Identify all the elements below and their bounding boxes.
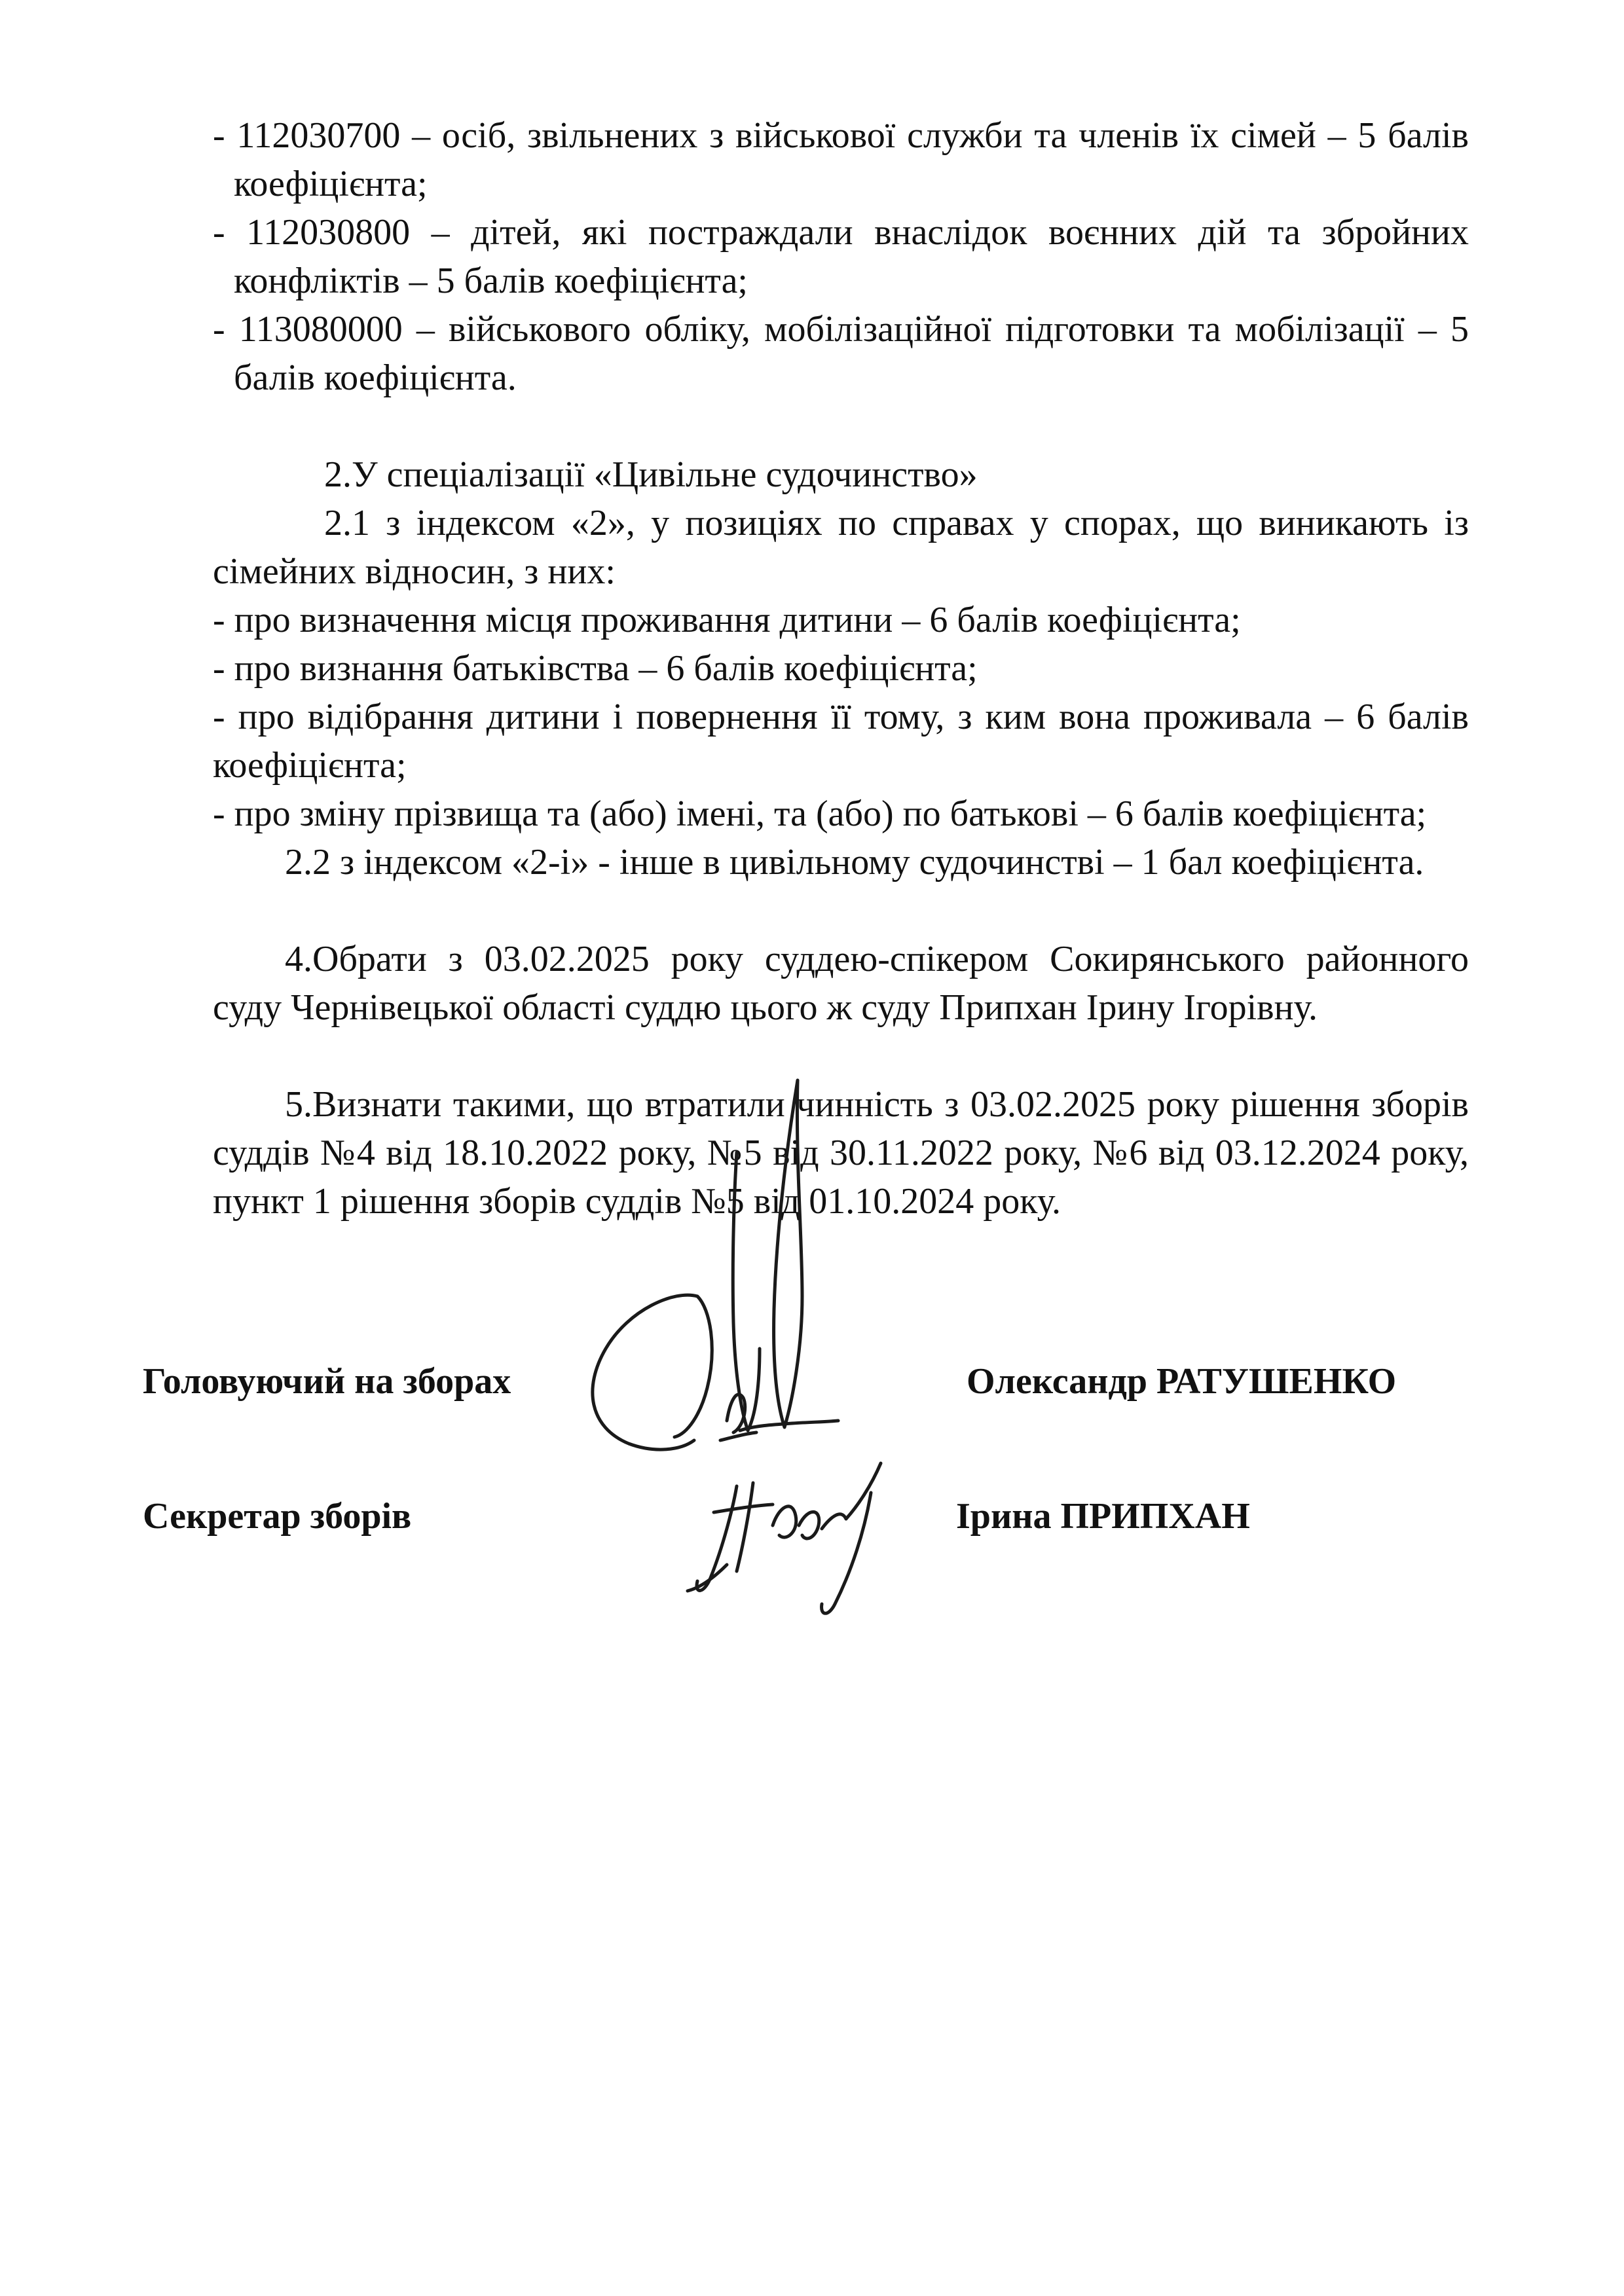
chair-name: Олександр РАТУШЕНКО <box>967 1361 1397 1402</box>
list-item: - 113080000 – військового обліку, мобілізаційної підготовки та мобілізації – 5 балів коефіцієнта. <box>213 309 1469 398</box>
list-item: - 112030800 – дітей, які постраждали внаслідок воєнних дій та збройних конфліктів – 5 балів коефіцієнта; <box>213 212 1469 301</box>
chair-role: Головуючий на зборах <box>143 1361 511 1402</box>
point-5-text: 5.Визнати такими, що втратили чинність з 03.02.2025 року рішення зборів суддів №4 від 18.10.2022 року, №5 від 30.11.2022 року, №6 від 03.12.2024 року, пункт 1 рішення зборів суддів №5 від 01.10.2024 року. <box>213 1084 1469 1222</box>
point-4-text: 4.Обрати з 03.02.2025 року суддею-спікером Сокирянського районного суду Чернівецької області суддю цього ж суду Припхан Ірину Ігорівну. <box>213 939 1469 1028</box>
chair-handwritten-signature <box>576 1074 917 1467</box>
secretary-handwritten-signature <box>674 1453 897 1624</box>
list-item: - 112030700 – осіб, звільнених з військової служби та членів їх сімей – 5 балів коефіцієнта; <box>213 115 1469 204</box>
section-2-2-text: 2.2 з індексом «2-і» - інше в цивільному судочинстві – 1 бал коефіцієнта. <box>285 842 1424 883</box>
section-2-1-text: 2.1 з індексом «2», у позиціях по справах у спорах, що виникають із сімейних відносин, з них: <box>213 503 1469 592</box>
section-2-heading: 2.У спеціалізації «Цивільне судочинство» <box>324 454 978 495</box>
section-2-bullet: - про відібрання дитини і повернення її тому, з ким вона проживала – 6 балів коефіцієнта; <box>213 697 1469 786</box>
section-2-bullet: - про визнання батьківства – 6 балів коефіцієнта; <box>213 648 978 689</box>
secretary-name: Ірина ПРИПХАН <box>956 1496 1250 1537</box>
secretary-role: Секретар зборів <box>143 1496 412 1537</box>
document-body <box>213 111 1469 1226</box>
section-2-bullet: - про визначення місця проживання дитини – 6 балів коефіцієнта; <box>213 600 1241 640</box>
section-2-bullet: - про зміну прізвища та (або) імені, та (або) по батькові – 6 балів коефіцієнта; <box>213 793 1427 834</box>
